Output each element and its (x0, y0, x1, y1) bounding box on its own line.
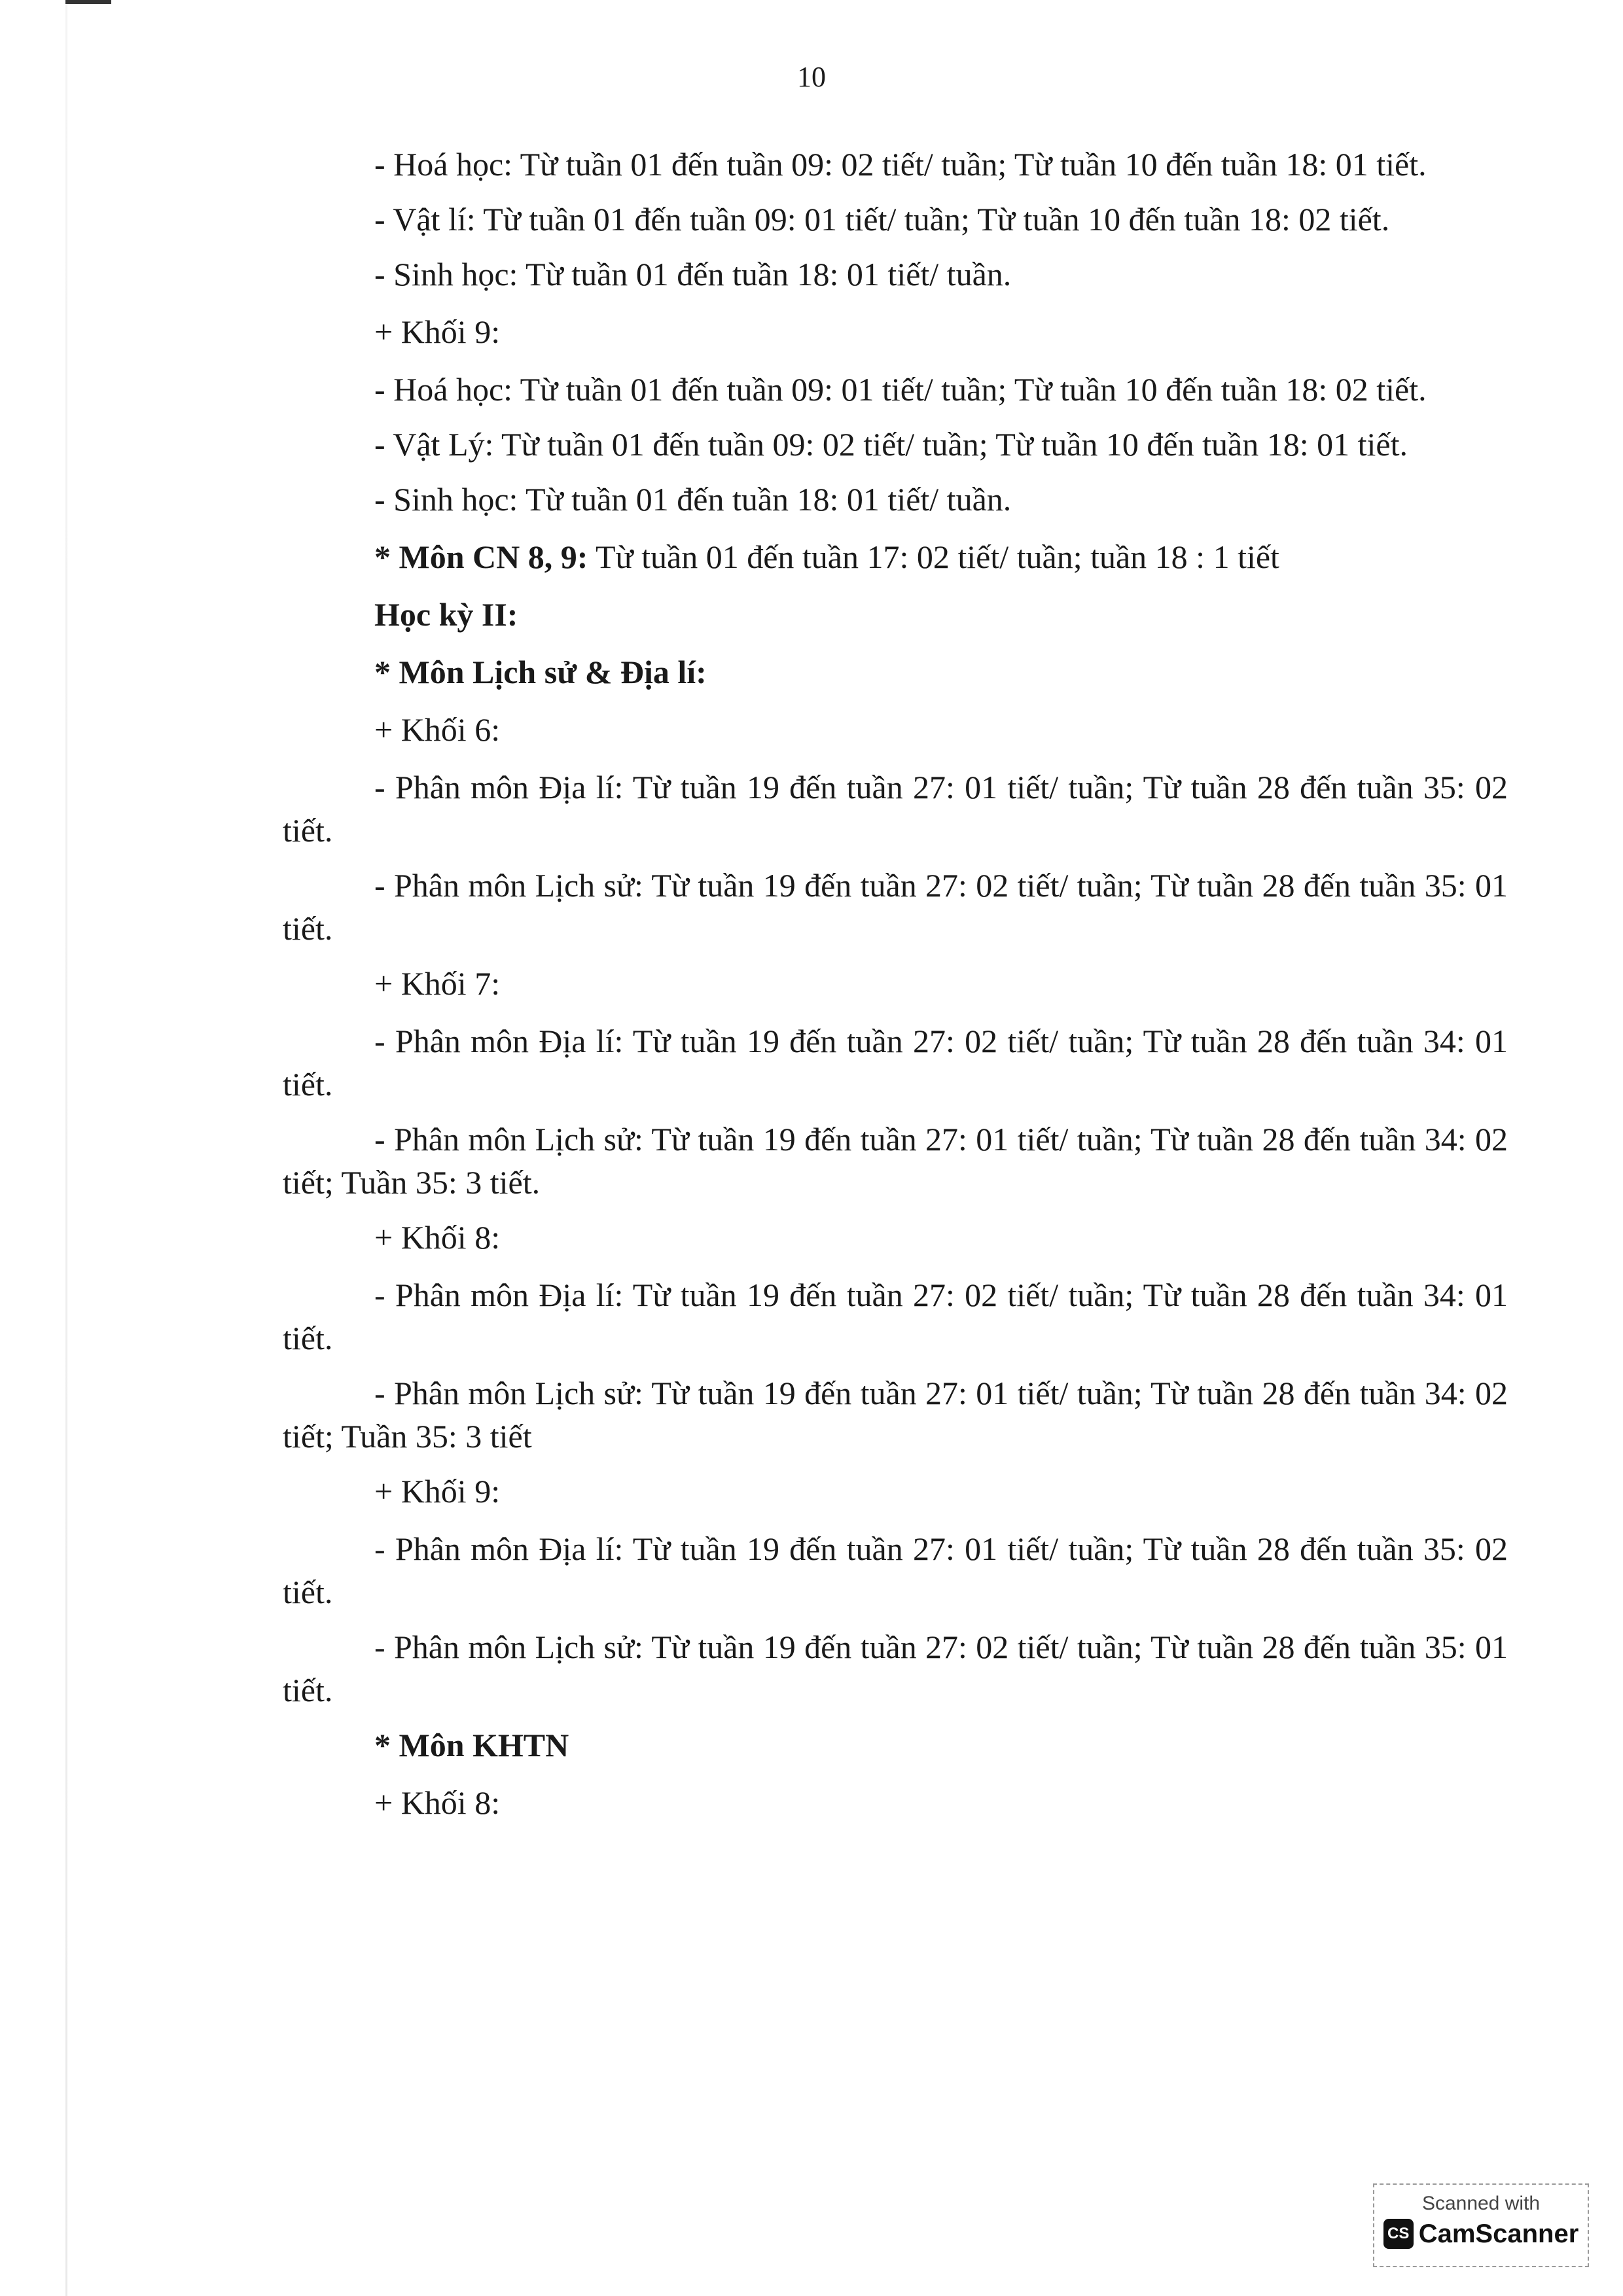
heading-khoi-9-hk2: + Khối 9: (374, 1473, 501, 1510)
camscanner-brand-name: CamScanner (1418, 2219, 1579, 2248)
heading-mon-lich-su-dia-li: * Môn Lịch sử & Địa lí: (374, 654, 707, 690)
paragraph-sinh-hoc-k9: - Sinh học: Từ tuần 01 đến tuần 18: 01 tiết/ tuần. (374, 481, 1012, 518)
heading-khoi-8: + Khối 8: (374, 1219, 501, 1256)
paragraph-vat-li-k8: - Vật lí: Từ tuần 01 đến tuần 09: 01 tiết/ tuần; Từ tuần 10 đến tuần 18: 02 tiết. (374, 201, 1390, 238)
heading-khoi-6: + Khối 6: (374, 711, 501, 748)
paragraph-mon-cn: * Môn CN 8, 9: Từ tuần 01 đến tuần 17: 02 tiết/ tuần; tuần 18 : 1 tiết (374, 539, 1279, 575)
paragraph-sinh-hoc-k8: - Sinh học: Từ tuần 01 đến tuần 18: 01 tiết/ tuần. (374, 256, 1012, 292)
paragraph-dia-li-k6: - Phân môn Địa lí: Từ tuần 19 đến tuần 27: 01 tiết/ tuần; Từ tuần 28 đến tuần 35: 02 tiết. (283, 769, 1508, 849)
paragraph-lich-su-k6: - Phân môn Lịch sử: Từ tuần 19 đến tuần 27: 02 tiết/ tuần; Từ tuần 28 đến tuần 35: 01 tiết. (283, 867, 1508, 947)
camscanner-badge (1373, 2183, 1589, 2267)
heading-khoi-8-khtn: + Khối 8: (374, 1784, 501, 1821)
page-number: 10 (797, 61, 826, 93)
paragraph-dia-li-k7: - Phân môn Địa lí: Từ tuần 19 đến tuần 27: 02 tiết/ tuần; Từ tuần 28 đến tuần 34: 01 tiết. (283, 1023, 1508, 1103)
heading-mon-khtn: * Môn KHTN (374, 1727, 569, 1763)
paragraph-vat-ly-k9: - Vật Lý: Từ tuần 01 đến tuần 09: 02 tiết/ tuần; Từ tuần 10 đến tuần 18: 01 tiết. (374, 426, 1408, 463)
paragraph-hoa-hoc-k9: - Hoá học: Từ tuần 01 đến tuần 09: 01 tiết/ tuần; Từ tuần 10 đến tuần 18: 02 tiết. (374, 371, 1427, 408)
scan-top-mark (65, 0, 111, 4)
camscanner-brand (1374, 2219, 1588, 2249)
paragraph-dia-li-k8: - Phân môn Địa lí: Từ tuần 19 đến tuần 27: 02 tiết/ tuần; Từ tuần 28 đến tuần 34: 01 tiết. (283, 1277, 1508, 1356)
heading-hoc-ky-2: Học kỳ II: (374, 596, 518, 633)
document-body (283, 143, 1508, 1839)
mon-cn-label: * Môn CN 8, 9: (374, 539, 588, 575)
paragraph-lich-su-k9: - Phân môn Lịch sử: Từ tuần 19 đến tuần 27: 02 tiết/ tuần; Từ tuần 28 đến tuần 35: 01 tiết. (283, 1629, 1508, 1708)
heading-khoi-9: + Khối 9: (374, 313, 501, 350)
scanned-with-text: Scanned with (1421, 2193, 1541, 2214)
paragraph-lich-su-k7: - Phân môn Lịch sử: Từ tuần 19 đến tuần 27: 01 tiết/ tuần; Từ tuần 28 đến tuần 34: 02 tiết; Tuần 35: 3 tiết. (283, 1121, 1508, 1201)
paragraph-lich-su-k8: - Phân môn Lịch sử: Từ tuần 19 đến tuần 27: 01 tiết/ tuần; Từ tuần 28 đến tuần 34: 02 tiết; Tuần 35: 3 tiết (283, 1375, 1508, 1455)
scan-left-edge (65, 0, 67, 2296)
heading-khoi-7: + Khối 7: (374, 965, 501, 1002)
paragraph-dia-li-k9: - Phân môn Địa lí: Từ tuần 19 đến tuần 27: 01 tiết/ tuần; Từ tuần 28 đến tuần 35: 02 tiết. (283, 1530, 1508, 1610)
paragraph-hoa-hoc-k8: - Hoá học: Từ tuần 01 đến tuần 09: 02 tiết/ tuần; Từ tuần 10 đến tuần 18: 01 tiết. (374, 146, 1427, 183)
camscanner-logo-icon: CS (1383, 2219, 1414, 2249)
